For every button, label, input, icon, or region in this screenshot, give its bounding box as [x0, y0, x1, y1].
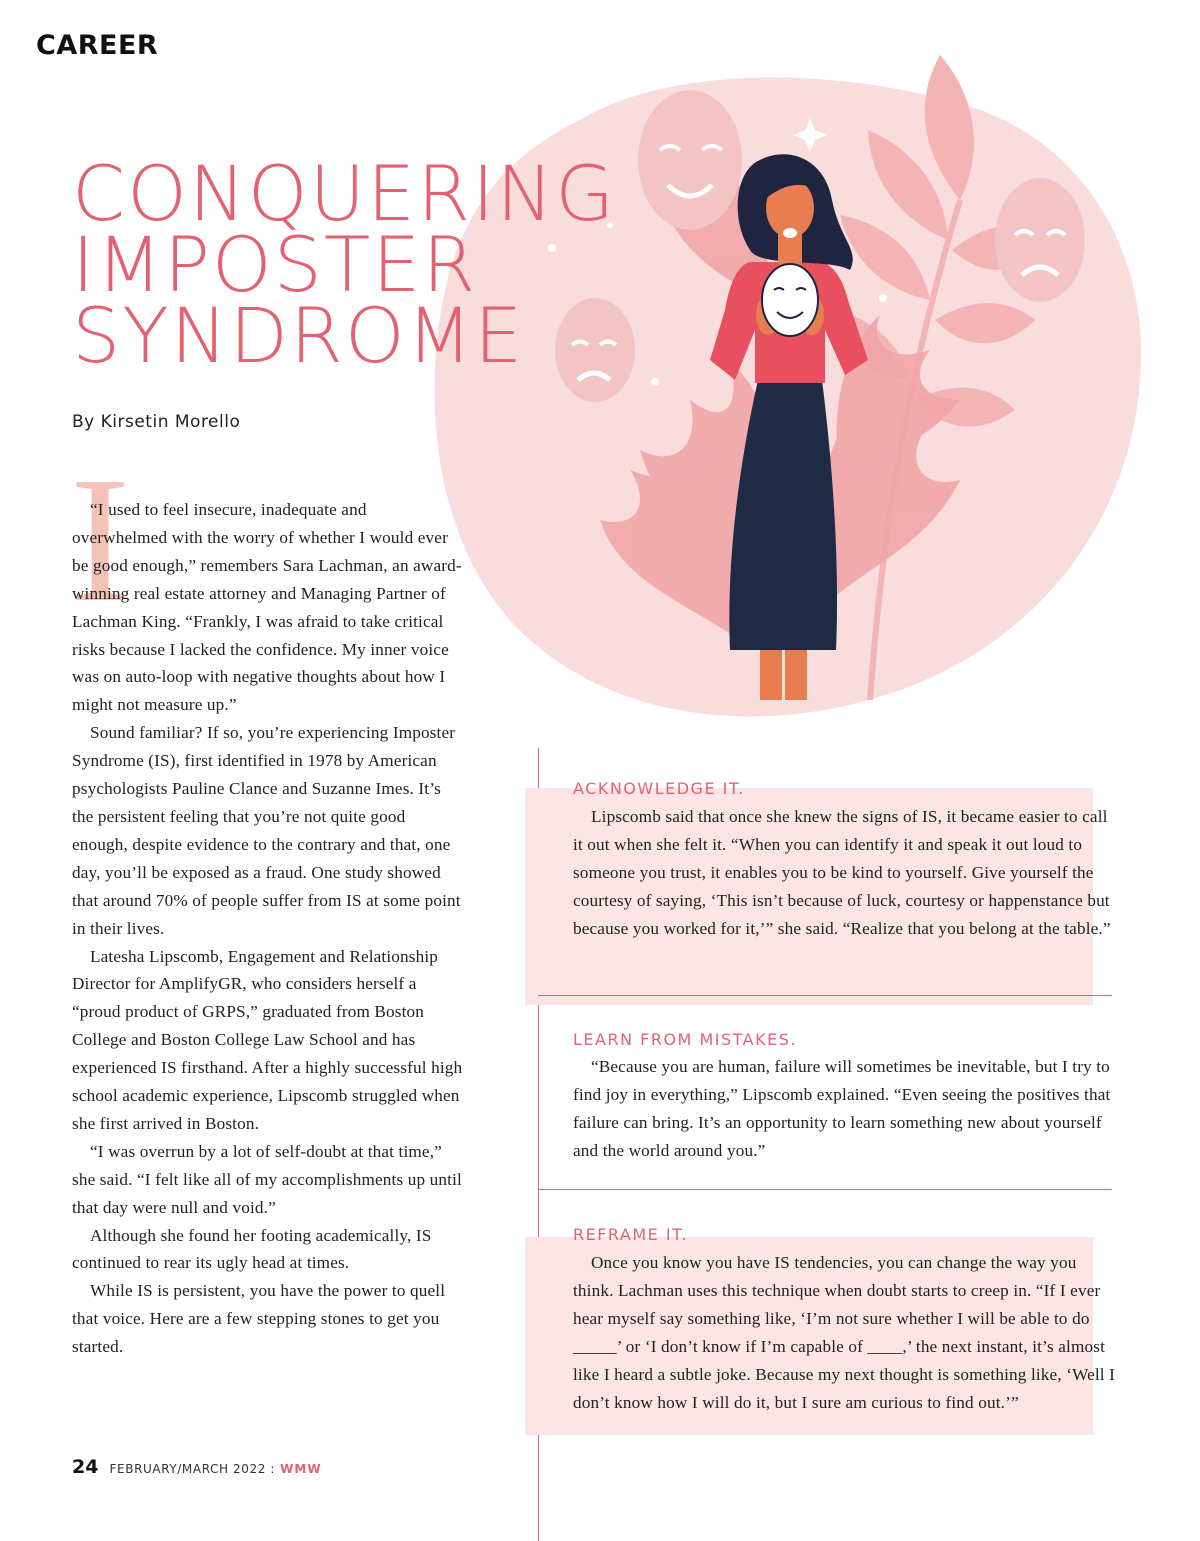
sad-mask-icon	[995, 178, 1085, 302]
tip-heading-acknowledge: ACKNOWLEDGE IT.	[573, 779, 745, 798]
tip-paragraph: Once you know you have IS tendencies, you can change the way you think. Lachman uses this technique when doubt starts to creep in. “If I ever hear myself say something like, ‘I’m not sure whether I will be able to do _____’ or ‘I don’t know if I’m capable of ____,’ the next instant, it’s almost like I heard a subtle joke. Because my next thought is something like, ‘Well I don’t know how I will do it, but I sure am curious to find out.’”	[573, 1253, 1116, 1412]
body-paragraph: Sound familiar? If so, you’re experiencing Imposter Syndrome (IS), first identified in 1978 by American psychologists Pauline Clance and Suzanne Imes. It’s the persistent feeling that you’re not quite good enough, despite evidence to the contrary and that, one day, you’ll be exposed as a fraud. One study showed that around 70% of people suffer from IS at some point in their lives.	[72, 723, 461, 938]
magazine-brand: WMW	[280, 1462, 322, 1476]
byline: By Kirsetin Morello	[72, 412, 241, 432]
issue-date: FEBRUARY/MARCH 2022 :	[109, 1462, 276, 1476]
tip-text-reframe	[573, 1249, 1118, 1416]
tip-heading-learn: LEARN FROM MISTAKES.	[573, 1030, 797, 1049]
body-paragraph: “I used to feel insecure, inadequate and overwhelmed with the worry of whether I would ever be good enough,” remembers Sara Lachman, an award-winning real estate attorney and Managing Partner of Lachman King. “Frankly, I was afraid to take critical risks because I lacked the confidence. My inner voice was on auto-loop with negative thoughts about how I might not measure up.”	[72, 500, 462, 715]
tip-paragraph: “Because you are human, failure will sometimes be inevitable, but I try to find joy in everything,” Lipscomb explained. “Even seeing the positives that failure can bring. It’s an opportunity to learn something new about yourself and the world around you.”	[573, 1057, 1111, 1160]
title-line: SYNDROME	[72, 291, 525, 380]
article-body	[72, 496, 464, 1361]
body-paragraph: Latesha Lipscomb, Engagement and Relationship Director for AmplifyGR, who considers herself a “proud product of GRPS,” graduated from Boston College and Boston College Law School and has experienced IS firsthand. After a highly successful high school academic experience, Lipscomb struggled when she first arrived in Boston.	[72, 946, 463, 1133]
sidebar-rule-horizontal	[538, 995, 1112, 996]
body-paragraph: “I was overrun by a lot of self-doubt at that time,” she said. “I felt like all of my accomplishments up until that day were null and void.”	[72, 1141, 462, 1217]
smiling-mask-icon	[638, 90, 742, 230]
tip-text-acknowledge	[573, 803, 1118, 943]
title-line: CONQUERING	[72, 149, 617, 238]
body-paragraph: While IS is persistent, you have the power to quell that voice. Here are a few stepping stones to get you started.	[72, 1281, 446, 1357]
drop-cap: I	[70, 440, 130, 639]
tip-paragraph: Lipscomb said that once she knew the signs of IS, it became easier to call it out when she felt it. “When you can identify it and speak it out loud to someone you trust, it enables you to be kind to yourself. Give yourself the courtesy of saying, ‘This isn’t because of luck, courtesy or happenstance but because you worked for it,’” she said. “Realize that you belong at the table.”	[573, 807, 1111, 938]
tip-text-learn	[573, 1053, 1118, 1165]
article-title	[72, 149, 617, 380]
tip-heading-reframe: REFRAME IT.	[573, 1225, 689, 1244]
page-footer	[72, 1456, 322, 1478]
page-number: 24	[72, 1456, 99, 1478]
sidebar-rule-horizontal	[538, 1189, 1112, 1190]
title-line: IMPOSTER	[72, 220, 478, 309]
body-paragraph: Although she found her footing academically, IS continued to rear its ugly head at times.	[72, 1225, 432, 1273]
section-label: CAREER	[36, 30, 159, 61]
